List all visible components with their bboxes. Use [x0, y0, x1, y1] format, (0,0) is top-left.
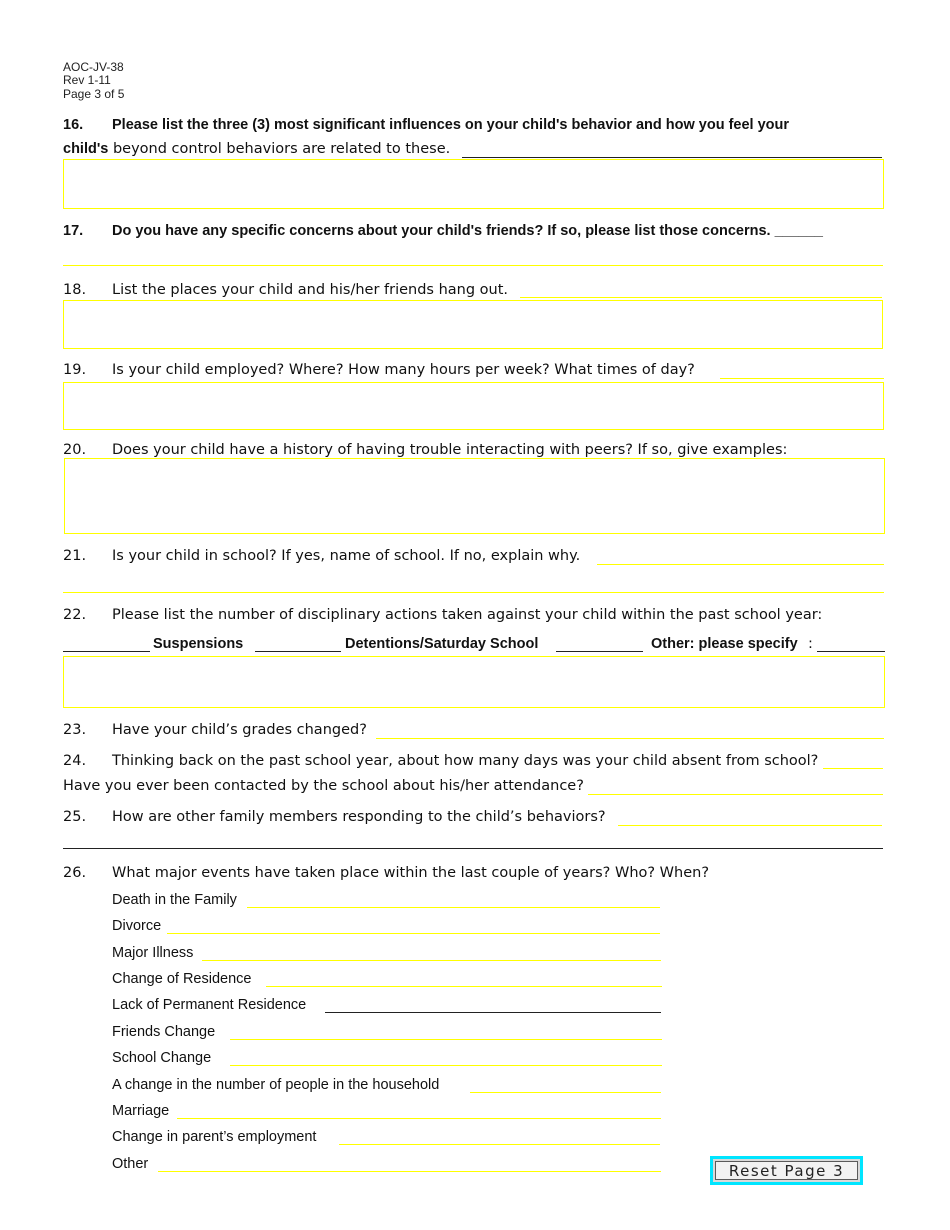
- q16-bold-word: child's: [63, 141, 109, 157]
- q18-answer-line[interactable]: [520, 297, 882, 298]
- event-field-school[interactable]: [230, 1065, 662, 1066]
- q21-answer-line[interactable]: [597, 564, 884, 565]
- other-count-line[interactable]: [556, 651, 643, 652]
- page-number: Page 3 of 5: [63, 87, 125, 101]
- event-field-friends[interactable]: [230, 1039, 662, 1040]
- q24-text-2: Have you ever been contacted by the school about his/her attendance?: [63, 778, 584, 794]
- q17-answer-field[interactable]: [63, 265, 883, 266]
- event-label-employment: Change in parent’s employment: [112, 1129, 317, 1145]
- event-label-divorce: Divorce: [112, 918, 162, 934]
- event-field-household[interactable]: [470, 1092, 661, 1093]
- q20-number: 20.: [63, 442, 87, 458]
- event-field-residence-change[interactable]: [266, 986, 662, 987]
- q26-text: What major events have taken place within the last couple of years? Who? When?: [112, 865, 710, 881]
- q25-answer-line-2[interactable]: [63, 848, 883, 849]
- q16-number: 16.: [63, 117, 84, 133]
- q24-attendance-field[interactable]: [588, 794, 883, 795]
- q23-number: 23.: [63, 722, 87, 738]
- event-field-no-residence[interactable]: [325, 1012, 661, 1013]
- q22-number: 22.: [63, 607, 87, 623]
- q19-answer-field[interactable]: [63, 382, 884, 430]
- q16-text-line2: [63, 141, 450, 157]
- q25-number: 25.: [63, 809, 87, 825]
- q23-answer-field[interactable]: [376, 738, 884, 739]
- q24-text: Thinking back on the past school year, about how many days was your child absent from school?: [112, 753, 819, 769]
- q21-number: 21.: [63, 548, 87, 564]
- q25-answer-line[interactable]: [618, 825, 882, 826]
- q18-answer-field[interactable]: [63, 300, 883, 349]
- q19-number: 19.: [63, 362, 87, 378]
- q19-answer-line[interactable]: [720, 378, 884, 379]
- event-label-death: Death in the Family: [112, 892, 237, 908]
- event-field-marriage[interactable]: [177, 1118, 661, 1119]
- suspensions-label: Suspensions: [153, 636, 244, 652]
- q17-number: 17.: [63, 223, 84, 239]
- other-specify-line[interactable]: [817, 651, 885, 652]
- event-field-death[interactable]: [247, 907, 660, 908]
- event-label-marriage: Marriage: [112, 1103, 170, 1119]
- q22-answer-field[interactable]: [63, 656, 885, 708]
- q17-text: Do you have any specific concerns about your child's friends? If so, please list those concerns. ______: [112, 223, 823, 239]
- reset-page-button[interactable]: [710, 1156, 863, 1185]
- event-field-divorce[interactable]: [167, 933, 660, 934]
- q16-answer-field[interactable]: [63, 159, 884, 209]
- event-label-illness: Major Illness: [112, 945, 194, 961]
- event-label-school: School Change: [112, 1050, 212, 1066]
- reset-page-button-label[interactable]: Reset Page 3: [715, 1161, 858, 1180]
- event-label-other: Other: [112, 1156, 149, 1172]
- other-colon: :: [808, 636, 813, 652]
- form-revision: Rev 1-11: [63, 73, 111, 87]
- q23-text: Have your child’s grades changed?: [112, 722, 367, 738]
- event-field-other[interactable]: [158, 1171, 661, 1172]
- q16-text-line1: Please list the three (3) most significant influences on your child's behavior and how you feel your: [112, 117, 790, 133]
- q21-answer-line-2[interactable]: [63, 592, 884, 593]
- q21-text: Is your child in school? If yes, name of school. If no, explain why.: [112, 548, 581, 564]
- q26-number: 26.: [63, 865, 87, 881]
- q24-number: 24.: [63, 753, 87, 769]
- event-field-illness[interactable]: [202, 960, 661, 961]
- q16-text-rest: beyond control behaviors are related to these.: [108, 141, 451, 157]
- q18-number: 18.: [63, 282, 87, 298]
- suspensions-count-line[interactable]: [63, 651, 150, 652]
- q22-text: Please list the number of disciplinary actions taken against your child within the past school year:: [112, 607, 823, 623]
- q18-text: List the places your child and his/her friends hang out.: [112, 282, 509, 298]
- form-id: AOC-JV-38: [63, 60, 124, 74]
- detentions-count-line[interactable]: [255, 651, 341, 652]
- q16-underline: [462, 157, 882, 158]
- event-label-residence-change: Change of Residence: [112, 971, 252, 987]
- event-label-household: A change in the number of people in the household: [112, 1077, 440, 1093]
- q20-answer-field[interactable]: [64, 458, 885, 534]
- q24-days-absent-field[interactable]: [823, 768, 883, 769]
- event-label-no-residence: Lack of Permanent Residence: [112, 997, 307, 1013]
- detentions-label: Detentions/Saturday School: [345, 636, 539, 652]
- event-label-friends: Friends Change: [112, 1024, 216, 1040]
- event-field-employment[interactable]: [339, 1144, 660, 1145]
- other-label: Other: please specify: [651, 636, 798, 652]
- q20-text: Does your child have a history of having trouble interacting with peers? If so, give examples:: [112, 442, 788, 458]
- q25-text: How are other family members responding to the child’s behaviors?: [112, 809, 606, 825]
- q19-text: Is your child employed? Where? How many hours per week? What times of day?: [112, 362, 695, 378]
